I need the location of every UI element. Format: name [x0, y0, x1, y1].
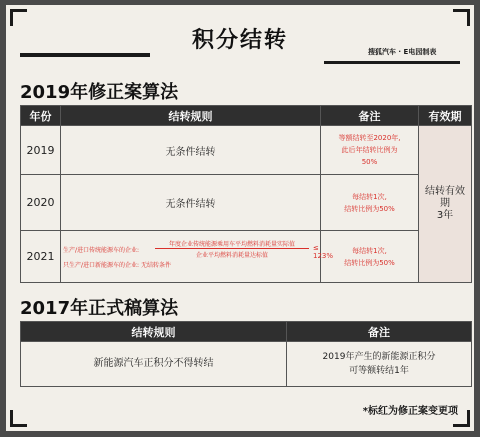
- note-line: 此后年结转比例为: [341, 146, 398, 154]
- corner-mark: [10, 410, 27, 427]
- table-row: [21, 175, 472, 231]
- note-line: 每结转1次,: [352, 246, 387, 255]
- table-header-row: [21, 106, 472, 126]
- validity-cell: [419, 126, 472, 283]
- section-title-2017: 2017年正式稿算法: [20, 298, 179, 319]
- title-rule-left: [20, 53, 150, 57]
- note-line: 50%: [361, 158, 378, 166]
- rule-line: 生产/进口传统能源车的企业:: [63, 246, 140, 254]
- column-header-note: 备注: [287, 322, 472, 342]
- rule-line: 只生产/进口新能源车的企业: 无结转条件: [63, 261, 171, 269]
- table-header-row: [21, 322, 472, 342]
- rule-cell: [61, 231, 334, 283]
- validity-line: 结转有效: [425, 186, 465, 197]
- formula-numerator: 年度企业传统能源乘用车平均燃料消耗量实际值: [168, 240, 295, 248]
- column-header-year: 年份: [21, 106, 61, 126]
- table-row: [21, 342, 472, 387]
- table-2019: [20, 105, 472, 283]
- note-cell: [321, 175, 419, 231]
- rule-cell: 新能源汽车正积分不得转结: [21, 342, 287, 387]
- note-line: 2019年产生的新能源正积分: [322, 352, 436, 362]
- page-title: 积分结转: [191, 28, 288, 53]
- note-cell: [287, 342, 472, 387]
- year-cell: 2020: [21, 175, 61, 231]
- note-line: 每结转1次,: [352, 192, 387, 201]
- validity-line: 期: [440, 198, 450, 209]
- validity-line: 3年: [436, 210, 454, 221]
- formula-denominator: 企业平均燃料消耗量达标值: [195, 251, 268, 259]
- source-credit: 搜狐汽车 · E电园制表: [368, 48, 437, 56]
- fraction-bar: [155, 248, 309, 249]
- note-line: 等额结转至2020年,: [338, 134, 401, 142]
- column-header-note: 备注: [321, 106, 419, 126]
- title-rule-right: [324, 61, 460, 64]
- table-row: [21, 126, 472, 175]
- column-header-validity: 有效期: [419, 106, 472, 126]
- footnote: *标红为修正案变更项: [362, 406, 458, 417]
- note-line: 可等额转结1年: [349, 366, 409, 376]
- note-cell: [321, 126, 419, 175]
- table-2017: [20, 321, 472, 387]
- note-cell: [321, 231, 419, 283]
- infographic-card: [6, 5, 474, 431]
- formula-comparator: ≤ 123%: [313, 243, 334, 260]
- table-row: [21, 231, 472, 283]
- year-cell: 2021: [21, 231, 61, 283]
- rule-cell: 无条件结转: [61, 126, 321, 175]
- column-header-rule: 结转规则: [21, 322, 287, 342]
- formula-block: [61, 233, 334, 281]
- section-title-2019: 2019年修正案算法: [20, 82, 179, 103]
- year-cell: 2019: [21, 126, 61, 175]
- column-header-rule: 结转规则: [61, 106, 321, 126]
- note-line: 结转比例为50%: [344, 258, 395, 267]
- note-line: 结转比例为50%: [344, 204, 395, 213]
- rule-cell: 无条件结转: [61, 175, 321, 231]
